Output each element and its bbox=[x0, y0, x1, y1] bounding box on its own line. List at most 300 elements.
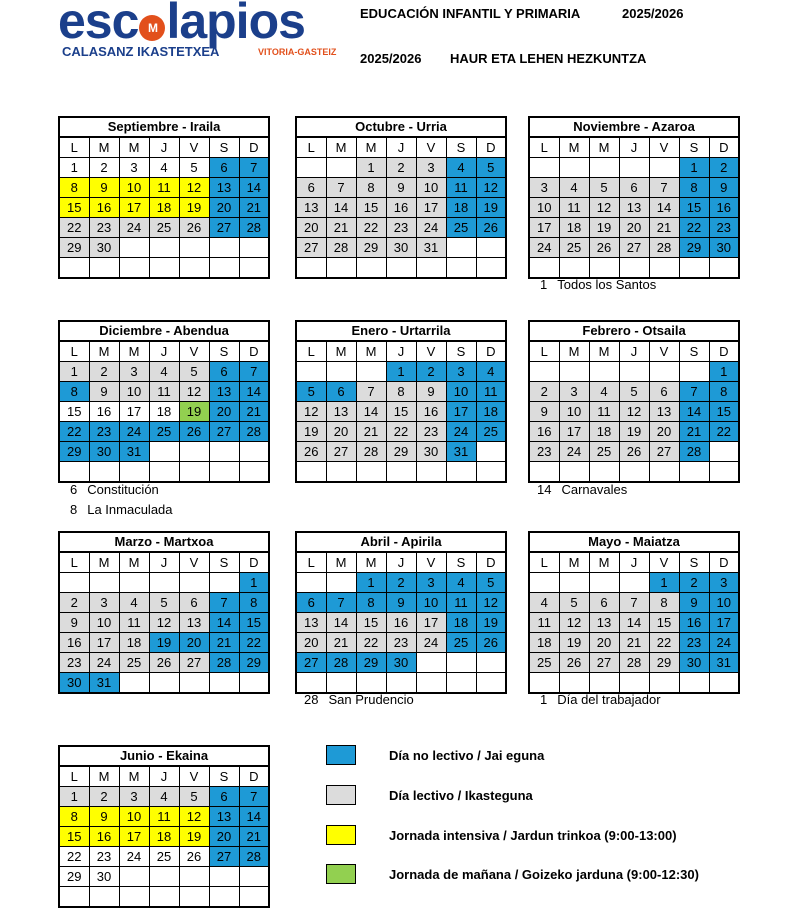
day-cell: 16 bbox=[386, 198, 416, 218]
weekday-header: L bbox=[59, 341, 89, 362]
day-cell: 6 bbox=[209, 362, 239, 382]
month-title: Septiembre - Iraila bbox=[59, 117, 269, 137]
day-cell: 24 bbox=[446, 422, 476, 442]
day-cell bbox=[179, 258, 209, 279]
day-cell: 9 bbox=[89, 382, 119, 402]
month-title: Noviembre - Azaroa bbox=[529, 117, 739, 137]
day-cell: 19 bbox=[179, 402, 209, 422]
day-cell: 31 bbox=[446, 442, 476, 462]
day-cell bbox=[149, 867, 179, 887]
day-cell: 25 bbox=[559, 238, 589, 258]
weekday-header: V bbox=[179, 341, 209, 362]
day-cell: 22 bbox=[386, 422, 416, 442]
day-cell: 8 bbox=[649, 593, 679, 613]
day-cell bbox=[679, 462, 709, 483]
day-cell bbox=[679, 258, 709, 279]
day-cell: 25 bbox=[149, 847, 179, 867]
day-cell: 12 bbox=[619, 402, 649, 422]
day-cell: 10 bbox=[709, 593, 739, 613]
day-cell: 16 bbox=[416, 402, 446, 422]
day-cell bbox=[179, 462, 209, 483]
day-cell: 18 bbox=[529, 633, 559, 653]
day-cell: 10 bbox=[89, 613, 119, 633]
month-calendar bbox=[528, 531, 740, 694]
day-cell: 24 bbox=[89, 653, 119, 673]
day-cell: 10 bbox=[416, 593, 446, 613]
day-cell: 8 bbox=[386, 382, 416, 402]
weekday-header: M bbox=[589, 552, 619, 573]
day-cell bbox=[326, 462, 356, 483]
day-cell: 16 bbox=[386, 613, 416, 633]
day-cell bbox=[179, 442, 209, 462]
day-cell: 25 bbox=[529, 653, 559, 673]
day-cell: 11 bbox=[476, 382, 506, 402]
day-cell: 30 bbox=[59, 673, 89, 694]
day-cell: 26 bbox=[589, 238, 619, 258]
day-cell: 10 bbox=[559, 402, 589, 422]
day-cell: 29 bbox=[356, 653, 386, 673]
day-cell: 1 bbox=[649, 573, 679, 593]
day-cell bbox=[239, 673, 269, 694]
day-cell: 16 bbox=[59, 633, 89, 653]
day-cell: 6 bbox=[209, 787, 239, 807]
day-cell: 7 bbox=[239, 787, 269, 807]
day-cell bbox=[209, 258, 239, 279]
day-cell: 6 bbox=[589, 593, 619, 613]
day-cell bbox=[239, 238, 269, 258]
legend-swatch-intensiva bbox=[326, 825, 356, 845]
day-cell: 12 bbox=[296, 402, 326, 422]
day-cell: 9 bbox=[529, 402, 559, 422]
month-title: Marzo - Martxoa bbox=[59, 532, 269, 552]
weekday-header: L bbox=[296, 137, 326, 158]
day-cell: 12 bbox=[476, 593, 506, 613]
day-cell bbox=[209, 887, 239, 908]
weekday-header: S bbox=[446, 552, 476, 573]
day-cell bbox=[476, 238, 506, 258]
month-title: Febrero - Otsaila bbox=[529, 321, 739, 341]
day-cell bbox=[589, 258, 619, 279]
day-cell: 11 bbox=[589, 402, 619, 422]
day-cell: 11 bbox=[149, 807, 179, 827]
weekday-header: J bbox=[619, 552, 649, 573]
day-cell: 13 bbox=[589, 613, 619, 633]
weekday-header: S bbox=[446, 341, 476, 362]
weekday-header: L bbox=[296, 341, 326, 362]
day-cell bbox=[559, 462, 589, 483]
day-cell: 13 bbox=[179, 613, 209, 633]
month-calendar bbox=[58, 320, 270, 483]
day-cell bbox=[326, 573, 356, 593]
day-cell: 17 bbox=[446, 402, 476, 422]
day-cell: 21 bbox=[239, 827, 269, 847]
day-cell: 22 bbox=[709, 422, 739, 442]
day-cell: 13 bbox=[649, 402, 679, 422]
day-cell bbox=[386, 673, 416, 694]
day-cell bbox=[619, 673, 649, 694]
day-cell bbox=[119, 887, 149, 908]
day-cell: 13 bbox=[296, 198, 326, 218]
day-cell: 4 bbox=[119, 593, 149, 613]
day-cell bbox=[149, 442, 179, 462]
day-cell bbox=[296, 362, 326, 382]
day-cell: 3 bbox=[446, 362, 476, 382]
weekday-header: M bbox=[559, 137, 589, 158]
day-cell bbox=[529, 673, 559, 694]
day-cell: 14 bbox=[356, 402, 386, 422]
day-cell bbox=[679, 362, 709, 382]
day-cell bbox=[416, 462, 446, 483]
weekday-header: S bbox=[679, 552, 709, 573]
day-cell: 4 bbox=[589, 382, 619, 402]
day-cell: 22 bbox=[356, 633, 386, 653]
day-cell bbox=[119, 462, 149, 483]
day-cell bbox=[649, 362, 679, 382]
weekday-header: S bbox=[209, 766, 239, 787]
day-cell bbox=[119, 673, 149, 694]
day-cell bbox=[326, 362, 356, 382]
weekday-header: V bbox=[179, 766, 209, 787]
day-cell: 6 bbox=[296, 178, 326, 198]
day-cell: 7 bbox=[239, 158, 269, 178]
day-cell: 17 bbox=[119, 402, 149, 422]
day-cell: 21 bbox=[239, 198, 269, 218]
weekday-header: L bbox=[296, 552, 326, 573]
note-constitucion: 6 Constitución bbox=[70, 482, 159, 497]
day-cell: 3 bbox=[119, 787, 149, 807]
day-cell: 25 bbox=[476, 422, 506, 442]
day-cell: 29 bbox=[59, 867, 89, 887]
day-cell bbox=[589, 573, 619, 593]
weekday-header: V bbox=[416, 552, 446, 573]
day-cell: 21 bbox=[356, 422, 386, 442]
day-cell: 23 bbox=[416, 422, 446, 442]
day-cell: 1 bbox=[709, 362, 739, 382]
day-cell bbox=[59, 258, 89, 279]
day-cell: 12 bbox=[476, 178, 506, 198]
day-cell bbox=[59, 573, 89, 593]
day-cell: 25 bbox=[119, 653, 149, 673]
day-cell: 30 bbox=[416, 442, 446, 462]
day-cell: 7 bbox=[326, 178, 356, 198]
day-cell: 1 bbox=[59, 362, 89, 382]
day-cell: 21 bbox=[679, 422, 709, 442]
day-cell bbox=[239, 887, 269, 908]
day-cell: 21 bbox=[239, 402, 269, 422]
day-cell: 26 bbox=[179, 422, 209, 442]
day-cell: 17 bbox=[89, 633, 119, 653]
day-cell bbox=[529, 362, 559, 382]
day-cell: 3 bbox=[119, 362, 149, 382]
day-cell: 26 bbox=[619, 442, 649, 462]
day-cell bbox=[119, 867, 149, 887]
day-cell: 18 bbox=[446, 198, 476, 218]
weekday-header: D bbox=[709, 341, 739, 362]
day-cell: 15 bbox=[356, 613, 386, 633]
day-cell: 24 bbox=[119, 847, 149, 867]
day-cell bbox=[476, 673, 506, 694]
day-cell: 30 bbox=[679, 653, 709, 673]
day-cell bbox=[356, 673, 386, 694]
day-cell: 17 bbox=[416, 613, 446, 633]
weekday-header: S bbox=[679, 137, 709, 158]
day-cell: 30 bbox=[386, 238, 416, 258]
weekday-header: J bbox=[386, 341, 416, 362]
day-cell bbox=[296, 462, 326, 483]
day-cell bbox=[179, 238, 209, 258]
day-cell: 11 bbox=[446, 593, 476, 613]
day-cell: 24 bbox=[119, 218, 149, 238]
weekday-header: S bbox=[679, 341, 709, 362]
weekday-header: J bbox=[619, 137, 649, 158]
day-cell: 12 bbox=[559, 613, 589, 633]
day-cell: 18 bbox=[149, 198, 179, 218]
day-cell: 4 bbox=[446, 158, 476, 178]
day-cell bbox=[356, 362, 386, 382]
day-cell: 10 bbox=[119, 807, 149, 827]
day-cell: 19 bbox=[296, 422, 326, 442]
day-cell: 8 bbox=[239, 593, 269, 613]
day-cell bbox=[476, 258, 506, 279]
day-cell: 6 bbox=[649, 382, 679, 402]
day-cell: 27 bbox=[649, 442, 679, 462]
day-cell: 19 bbox=[179, 827, 209, 847]
day-cell: 3 bbox=[709, 573, 739, 593]
day-cell: 8 bbox=[59, 178, 89, 198]
day-cell bbox=[89, 462, 119, 483]
weekday-header: J bbox=[149, 341, 179, 362]
day-cell bbox=[209, 673, 239, 694]
day-cell: 1 bbox=[356, 573, 386, 593]
day-cell bbox=[446, 673, 476, 694]
day-cell: 8 bbox=[356, 178, 386, 198]
day-cell: 1 bbox=[239, 573, 269, 593]
day-cell: 5 bbox=[179, 362, 209, 382]
weekday-header: D bbox=[239, 341, 269, 362]
day-cell: 5 bbox=[476, 158, 506, 178]
day-cell: 4 bbox=[446, 573, 476, 593]
day-cell: 15 bbox=[679, 198, 709, 218]
day-cell bbox=[149, 258, 179, 279]
day-cell: 11 bbox=[149, 178, 179, 198]
day-cell bbox=[179, 887, 209, 908]
weekday-header: L bbox=[529, 552, 559, 573]
weekday-header: L bbox=[529, 137, 559, 158]
weekday-header: M bbox=[356, 552, 386, 573]
day-cell: 24 bbox=[709, 633, 739, 653]
weekday-header: J bbox=[386, 552, 416, 573]
day-cell: 28 bbox=[239, 422, 269, 442]
day-cell: 19 bbox=[559, 633, 589, 653]
day-cell: 17 bbox=[709, 613, 739, 633]
day-cell: 1 bbox=[59, 787, 89, 807]
weekday-header: D bbox=[239, 766, 269, 787]
day-cell: 14 bbox=[209, 613, 239, 633]
day-cell: 15 bbox=[59, 402, 89, 422]
day-cell: 17 bbox=[119, 198, 149, 218]
day-cell: 6 bbox=[179, 593, 209, 613]
day-cell bbox=[589, 673, 619, 694]
day-cell bbox=[589, 362, 619, 382]
day-cell: 18 bbox=[559, 218, 589, 238]
day-cell: 12 bbox=[179, 382, 209, 402]
month-calendar bbox=[295, 531, 507, 694]
month-title: Enero - Urtarrila bbox=[296, 321, 506, 341]
day-cell: 29 bbox=[239, 653, 269, 673]
day-cell: 31 bbox=[416, 238, 446, 258]
day-cell: 21 bbox=[649, 218, 679, 238]
day-cell: 23 bbox=[386, 218, 416, 238]
day-cell: 24 bbox=[416, 633, 446, 653]
day-cell: 20 bbox=[209, 827, 239, 847]
day-cell bbox=[649, 158, 679, 178]
weekday-header: D bbox=[476, 341, 506, 362]
day-cell: 7 bbox=[356, 382, 386, 402]
day-cell bbox=[386, 258, 416, 279]
day-cell: 9 bbox=[386, 593, 416, 613]
day-cell bbox=[119, 573, 149, 593]
day-cell bbox=[709, 462, 739, 483]
month-calendar bbox=[295, 320, 507, 483]
weekday-header: M bbox=[119, 552, 149, 573]
day-cell: 8 bbox=[679, 178, 709, 198]
legend-swatch-no-lectivo bbox=[326, 745, 356, 765]
day-cell: 31 bbox=[89, 673, 119, 694]
day-cell: 2 bbox=[386, 158, 416, 178]
day-cell bbox=[239, 442, 269, 462]
day-cell: 19 bbox=[476, 613, 506, 633]
day-cell: 4 bbox=[559, 178, 589, 198]
logo-wordmark: esc M lapios bbox=[58, 0, 305, 49]
day-cell: 5 bbox=[476, 573, 506, 593]
weekday-header: V bbox=[179, 552, 209, 573]
day-cell: 13 bbox=[209, 807, 239, 827]
day-cell: 23 bbox=[529, 442, 559, 462]
weekday-header: M bbox=[356, 137, 386, 158]
note-dia-trabajador: 1 Día del trabajador bbox=[540, 692, 661, 707]
day-cell: 16 bbox=[89, 827, 119, 847]
day-cell: 27 bbox=[326, 442, 356, 462]
day-cell bbox=[209, 573, 239, 593]
day-cell bbox=[386, 462, 416, 483]
day-cell: 18 bbox=[589, 422, 619, 442]
day-cell: 24 bbox=[416, 218, 446, 238]
day-cell: 27 bbox=[619, 238, 649, 258]
day-cell: 18 bbox=[476, 402, 506, 422]
day-cell: 17 bbox=[529, 218, 559, 238]
month-calendar bbox=[528, 116, 740, 279]
day-cell: 9 bbox=[416, 382, 446, 402]
day-cell: 1 bbox=[356, 158, 386, 178]
weekday-header: M bbox=[119, 137, 149, 158]
month-calendar bbox=[58, 116, 270, 279]
day-cell bbox=[619, 362, 649, 382]
day-cell: 29 bbox=[59, 238, 89, 258]
day-cell: 10 bbox=[119, 178, 149, 198]
day-cell bbox=[559, 362, 589, 382]
day-cell: 30 bbox=[709, 238, 739, 258]
day-cell: 2 bbox=[709, 158, 739, 178]
weekday-header: L bbox=[59, 552, 89, 573]
day-cell: 20 bbox=[296, 633, 326, 653]
day-cell: 3 bbox=[559, 382, 589, 402]
weekday-header: M bbox=[589, 341, 619, 362]
day-cell bbox=[149, 673, 179, 694]
day-cell: 5 bbox=[179, 158, 209, 178]
logo-subtitle: CALASANZ IKASTETXEA bbox=[62, 44, 220, 59]
day-cell: 22 bbox=[679, 218, 709, 238]
day-cell: 8 bbox=[709, 382, 739, 402]
weekday-header: J bbox=[386, 137, 416, 158]
day-cell: 9 bbox=[679, 593, 709, 613]
day-cell bbox=[239, 258, 269, 279]
legend-label-manana: Jornada de mañana / Goizeko jarduna (9:00-12:30) bbox=[389, 867, 699, 882]
day-cell: 25 bbox=[446, 633, 476, 653]
day-cell: 13 bbox=[209, 178, 239, 198]
title-eu: HAUR ETA LEHEN HEZKUNTZA bbox=[450, 51, 647, 66]
day-cell: 9 bbox=[89, 807, 119, 827]
day-cell: 6 bbox=[326, 382, 356, 402]
day-cell: 16 bbox=[89, 402, 119, 422]
weekday-header: M bbox=[559, 552, 589, 573]
day-cell: 23 bbox=[59, 653, 89, 673]
day-cell bbox=[89, 258, 119, 279]
day-cell: 10 bbox=[529, 198, 559, 218]
day-cell: 12 bbox=[179, 178, 209, 198]
day-cell: 17 bbox=[559, 422, 589, 442]
weekday-header: V bbox=[179, 137, 209, 158]
day-cell: 20 bbox=[589, 633, 619, 653]
day-cell: 23 bbox=[386, 633, 416, 653]
day-cell: 30 bbox=[89, 238, 119, 258]
day-cell: 29 bbox=[679, 238, 709, 258]
weekday-header: V bbox=[649, 137, 679, 158]
day-cell: 15 bbox=[59, 198, 89, 218]
day-cell: 2 bbox=[89, 158, 119, 178]
day-cell: 9 bbox=[709, 178, 739, 198]
day-cell bbox=[356, 462, 386, 483]
day-cell bbox=[356, 258, 386, 279]
day-cell: 13 bbox=[296, 613, 326, 633]
month-calendar bbox=[58, 531, 270, 694]
legend-swatch-manana bbox=[326, 864, 356, 884]
day-cell bbox=[149, 573, 179, 593]
day-cell: 30 bbox=[386, 653, 416, 673]
weekday-header: J bbox=[149, 766, 179, 787]
day-cell: 15 bbox=[59, 827, 89, 847]
day-cell: 5 bbox=[296, 382, 326, 402]
day-cell: 20 bbox=[296, 218, 326, 238]
weekday-header: V bbox=[649, 552, 679, 573]
day-cell: 28 bbox=[649, 238, 679, 258]
day-cell: 12 bbox=[149, 613, 179, 633]
day-cell bbox=[296, 158, 326, 178]
day-cell: 26 bbox=[179, 218, 209, 238]
weekday-header: L bbox=[59, 766, 89, 787]
day-cell: 27 bbox=[209, 422, 239, 442]
day-cell: 22 bbox=[59, 847, 89, 867]
legend-label-lectivo: Día lectivo / Ikasteguna bbox=[389, 788, 533, 803]
logo-city: VITORIA-GASTEIZ bbox=[258, 47, 337, 57]
day-cell: 26 bbox=[149, 653, 179, 673]
day-cell: 25 bbox=[149, 422, 179, 442]
weekday-header: L bbox=[529, 341, 559, 362]
day-cell: 2 bbox=[89, 362, 119, 382]
day-cell bbox=[209, 462, 239, 483]
day-cell: 18 bbox=[149, 402, 179, 422]
day-cell: 8 bbox=[356, 593, 386, 613]
day-cell: 5 bbox=[149, 593, 179, 613]
